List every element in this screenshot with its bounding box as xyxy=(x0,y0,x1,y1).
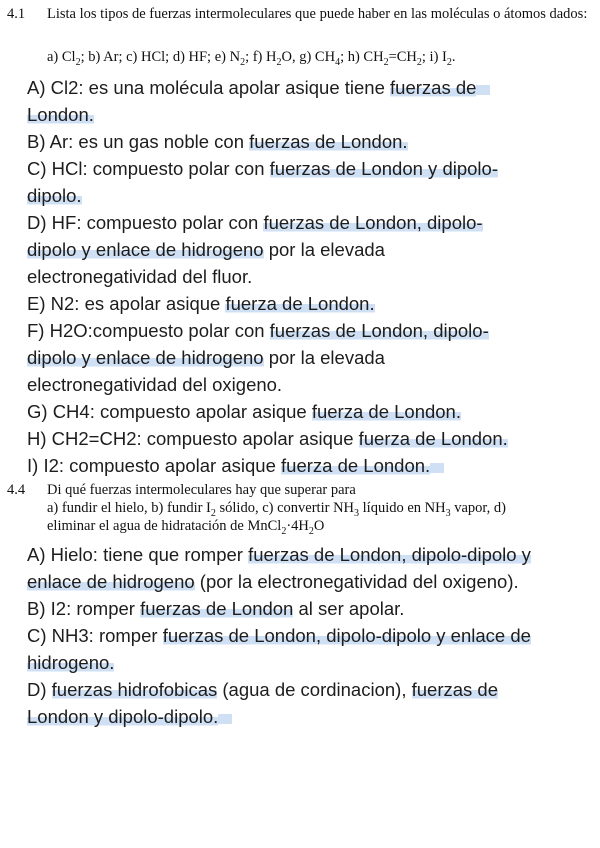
answer-line: A) Hielo: tiene que romper fuerzas de London, dipolo-dipolo y xyxy=(27,544,531,565)
answer-line: electronegatividad del oxigeno. xyxy=(27,374,283,395)
answer-line: F) H2O:compuesto polar con fuerzas de London, dipolo- xyxy=(27,320,489,341)
answer-line: D) fuerzas hidrofobicas (agua de cordinacion), fuerzas de xyxy=(27,679,498,700)
answer-line: D) HF: compuesto polar con fuerzas de London, dipolo- xyxy=(27,212,483,233)
question-line-3: eliminar el agua de hidratación de $MnCl_2\cdot 4H_2O$ xyxy=(47,518,325,537)
question-line-2: a) fundir el hielo, b) fundir $I_2$ sólido, c) convertir $NH_3$ líquido en $NH_3$ vapor, d) xyxy=(47,500,506,519)
answer-line: H) CH2=CH2: compuesto apolar asique fuerza de London. xyxy=(27,428,508,449)
answer-line: G) CH4: compuesto apolar asique fuerza de London. xyxy=(27,401,461,422)
question-number: 4.1 xyxy=(7,6,26,22)
answer-line: A) Cl2: es una molécula apolar asique tiene fuerzas de xyxy=(27,74,597,101)
answers-4-4 xyxy=(27,541,597,730)
question-number: 4.4 xyxy=(7,482,26,498)
answer-line: B) I2: romper fuerzas de London al ser apolar. xyxy=(27,598,405,619)
answer-line: dipolo y enlace de hidrogeno por la elevada xyxy=(27,347,385,368)
answer-line: C) HCl: compuesto polar con fuerzas de London y dipolo- xyxy=(27,158,498,179)
answer-line: dipolo. xyxy=(27,185,82,206)
answer-line: London y dipolo-dipolo. xyxy=(27,703,597,730)
answer-line: hidrogeno. xyxy=(27,652,115,673)
answer-line: B) Ar: es un gas noble con fuerzas de London. xyxy=(27,131,408,152)
question-text: Di qué fuerzas intermoleculares hay que superar para xyxy=(47,482,356,498)
answer-line: C) NH3: romper fuerzas de London, dipolo-dipolo y enlace de xyxy=(27,625,531,646)
answer-line: enlace de hidrogeno (por la electronegatividad del oxigeno). xyxy=(27,571,519,592)
question-text: Lista los tipos de fuerzas intermoleculares que puede haber en las moléculas o átomos dados: xyxy=(47,6,588,22)
answer-line: E) N2: es apolar asique fuerza de London. xyxy=(27,293,375,314)
answer-line: London. xyxy=(27,104,94,125)
answer-line: dipolo y enlace de hidrogeno por la elevada xyxy=(27,239,385,260)
question-items: a) $Cl_2$; b) Ar; c) HCl; d) HF; e) $N_2$; f) $H_2O$, g) $CH_4$; h) $CH_2=CH_2$; i) $I_2$. xyxy=(47,49,456,68)
answer-line: electronegatividad del fluor. xyxy=(27,266,253,287)
answers-4-1 xyxy=(27,74,597,479)
answer-line: I) I2: compuesto apolar asique fuerza de London. xyxy=(27,452,597,479)
